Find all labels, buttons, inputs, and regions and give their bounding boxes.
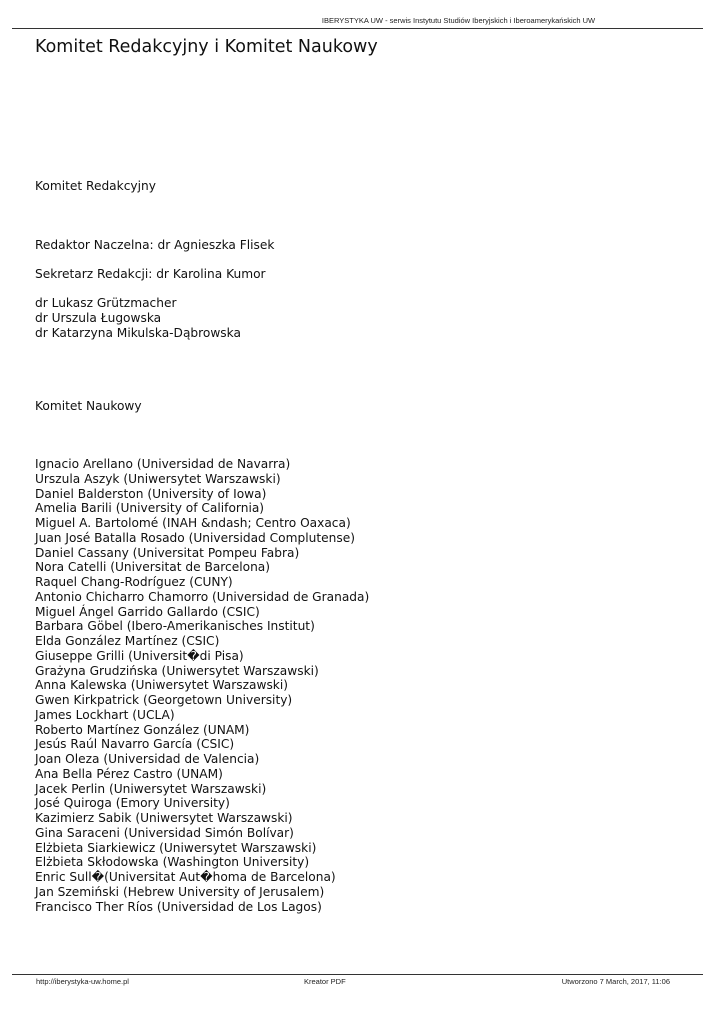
list-item: dr Urszula Ługowska [35, 310, 162, 325]
list-item: Elżbieta Siarkiewicz (Uniwersytet Warszawski) [35, 840, 317, 855]
list-item: Antonio Chicharro Chamorro (Universidad de Granada) [35, 589, 370, 604]
list-item: Miguel Ángel Garrido Gallardo (CSIC) [35, 604, 260, 619]
list-item: Jesús Raúl Navarro García (CSIC) [35, 737, 235, 752]
list-item: Elda González Martínez (CSIC) [35, 634, 220, 648]
list-item: Jacek Perlin (Uniwersytet Warszawski) [35, 781, 267, 796]
page-title: Komitet Redakcyjny i Komitet Naukowy [35, 37, 378, 57]
list-item: Raquel Chang-Rodríguez (CUNY) [35, 575, 233, 589]
header-text: IBERYSTYKA UW - serwis Instytutu Studiów Iberyjskich i Iberoamerykańskich UW [321, 16, 596, 25]
chief-editor: Redaktor Naczelna: dr Agnieszka Flisek [35, 238, 275, 252]
list-item: Ana Bella Pérez Castro (UNAM) [35, 766, 223, 781]
secretary: Sekretarz Redakcji: dr Karolina Kumor [35, 267, 266, 281]
list-item: dr Lukasz Grützmacher [35, 296, 177, 310]
list-item: Jan Szemiński (Hebrew University of Jerusalem) [35, 884, 325, 899]
list-item: Roberto Martínez González (UNAM) [35, 722, 250, 737]
header-divider [12, 28, 703, 29]
footer-divider [12, 974, 703, 975]
list-item: José Quiroga (Emory University) [35, 796, 230, 811]
list-item: Joan Oleza (Universidad de Valencia) [35, 752, 260, 766]
list-item: Daniel Cassany (Universitat Pompeu Fabra) [35, 545, 300, 560]
footer-url[interactable]: http://iberystyka-uw.home.pl [36, 977, 129, 986]
list-item: Anna Kalewska (Uniwersytet Warszawski) [35, 678, 288, 693]
footer-generator: Kreator PDF [304, 977, 346, 986]
list-item: Miguel A. Bartolomé (INAH &ndash; Centro Oaxaca) [35, 516, 351, 530]
list-item: dr Katarzyna Mikulska-Dąbrowska [35, 325, 241, 340]
list-item: Enric Sull�(Universitat Aut�homa de Barcelona) [35, 870, 336, 884]
list-item: Amelia Barili (University of California) [35, 501, 265, 516]
list-item: Elżbieta Skłodowska (Washington University) [35, 855, 310, 870]
footer-created-date: Utworzono 7 March, 2017, 11:06 [561, 977, 670, 986]
editorial-members-list [35, 296, 241, 340]
scientific-heading: Komitet Naukowy [35, 399, 142, 413]
list-item: Gina Saraceni (Universidad Simón Bolívar) [35, 825, 294, 840]
list-item: Nora Catelli (Universitat de Barcelona) [35, 560, 271, 575]
list-item: Francisco Ther Ríos (Universidad de Los Lagos) [35, 899, 322, 914]
page-header [0, 16, 725, 25]
list-item: Daniel Balderston (University of Iowa) [35, 486, 267, 501]
list-item: Ignacio Arellano (Universidad de Navarra) [35, 457, 291, 471]
editorial-heading: Komitet Redakcyjny [35, 179, 156, 193]
scientific-members-list [35, 457, 369, 914]
list-item: Gwen Kirkpatrick (Georgetown University) [35, 693, 293, 707]
list-item: Juan José Batalla Rosado (Universidad Complutense) [35, 530, 355, 545]
list-item: Barbara Göbel (Ibero-Amerikanisches Institut) [35, 619, 315, 634]
list-item: Urszula Aszyk (Uniwersytet Warszawski) [35, 471, 281, 486]
list-item: Giuseppe Grilli (Universit�di Pisa) [35, 648, 244, 663]
list-item: Kazimierz Sabik (Uniwersytet Warszawski) [35, 811, 293, 825]
list-item: Grażyna Grudzińska (Uniwersytet Warszawski) [35, 663, 319, 678]
list-item: James Lockhart (UCLA) [35, 707, 175, 722]
